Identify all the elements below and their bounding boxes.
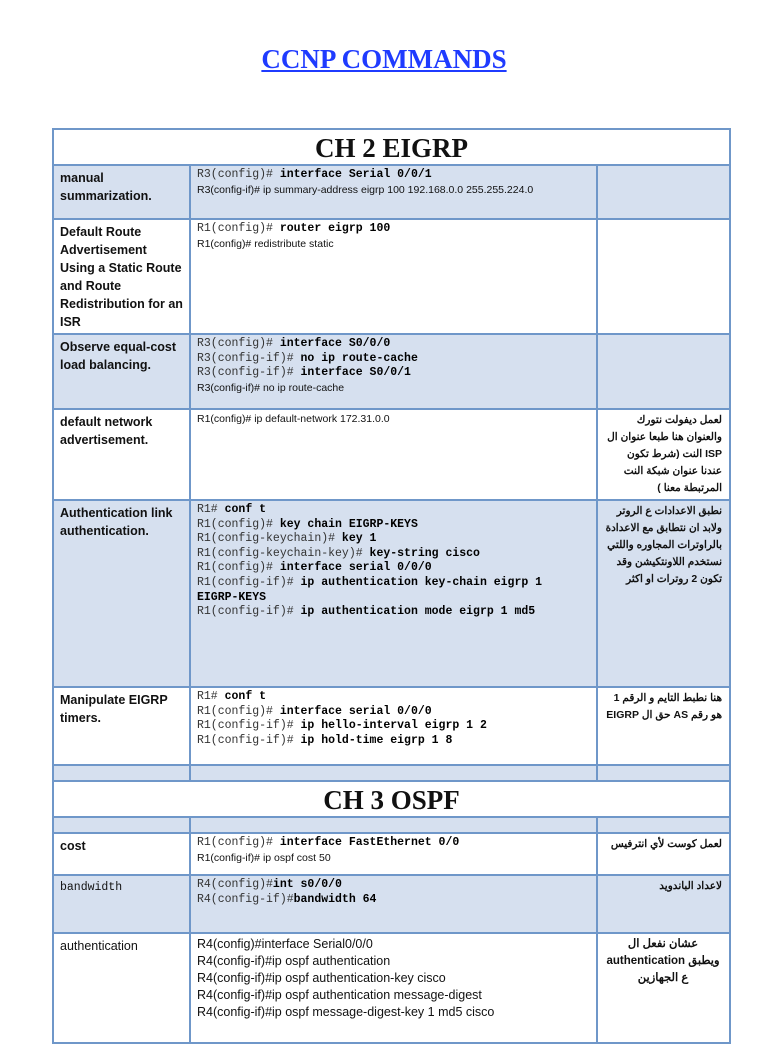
table-row (53, 219, 730, 334)
command-line (197, 337, 590, 352)
command-line (197, 366, 590, 381)
command-line (197, 412, 590, 427)
command-text: ip hold-time eigrp 1 8 (293, 733, 453, 747)
command-text: key chain EIGRP-KEYS (272, 517, 418, 531)
command-text: interface serial 0/0/0 (272, 704, 432, 718)
command-text: interface FastEthernet 0/0 (272, 836, 460, 849)
command-line (197, 518, 590, 533)
table-row (53, 833, 730, 875)
row-label: Observe equal-cost load balancing. (53, 334, 190, 409)
document-title: CCNP COMMANDS (261, 44, 507, 74)
command-text: interface S0/0/1 (293, 366, 411, 380)
command-prompt: R3(config-if)# (197, 351, 294, 365)
command-text: no ip route-cache (260, 381, 345, 394)
row-label: Default Route Advertisement Using a Static Route and Route Redistribution for an ISR (53, 219, 190, 334)
row-label: Authentication link authentication. (53, 500, 190, 687)
table-row (53, 933, 730, 1043)
command-line (197, 851, 590, 866)
command-prompt: R1# (197, 503, 218, 516)
command-prompt: R4(config-if)# (197, 971, 273, 985)
command-prompt: R1(config)# (197, 836, 273, 849)
command-text: int s0/0/0 (272, 878, 342, 891)
command-text: ip authentication key-chain eigrp 1 (293, 575, 543, 589)
command-line (197, 381, 590, 396)
command-prompt: R1(config-if)# (197, 575, 294, 589)
table-row (53, 687, 730, 765)
command-prompt: R1(config-keychain)# (197, 532, 336, 546)
command-prompt: R1(config)# (197, 222, 273, 235)
command-text: interface S0/0/0 (272, 337, 391, 350)
command-line (197, 591, 590, 606)
row-label: bandwidth (53, 875, 190, 933)
command-prompt: R3(config-if)# (197, 183, 261, 196)
command-cell (190, 875, 597, 933)
command-text: EIGRP-KEYS (197, 590, 267, 604)
command-prompt: R3(config-if)# (197, 366, 294, 380)
table-row (53, 409, 730, 500)
command-prompt: R1(config)# (197, 237, 252, 250)
table-row (53, 334, 730, 409)
command-text: ip ospf authentication-key cisco (272, 971, 446, 985)
command-text: key-string cisco (362, 546, 480, 560)
row-label: manual summarization. (53, 165, 190, 219)
command-prompt: R3(config-if)# (197, 381, 261, 394)
command-text: interface Serial 0/0/1 (272, 168, 432, 181)
command-line (197, 605, 590, 620)
command-cell (190, 334, 597, 409)
command-line (197, 719, 590, 734)
row-label: default network advertisement. (53, 409, 190, 500)
note-cell: لعمل ديفولت نتورك والعنوان هنا طبعا عنوان ال ISP النت (شرط تكون عندنا عنوان شبكة النت المرتبطة معنا ) (597, 409, 730, 500)
command-line (197, 168, 590, 183)
command-text: conf t (217, 503, 267, 516)
command-prompt: R4(config)# (197, 878, 273, 891)
command-prompt: R1(config-if)# (197, 719, 294, 733)
command-text: bandwidth 64 (293, 892, 377, 906)
command-line (197, 734, 590, 749)
command-line (197, 561, 590, 576)
command-line (197, 836, 590, 851)
note-cell (597, 165, 730, 219)
command-cell (190, 500, 597, 687)
note-cell (597, 219, 730, 334)
command-text: no ip route-cache (293, 351, 418, 365)
note-cell: لاعداد الباندويد (597, 875, 730, 933)
command-text: redistribute static (251, 237, 334, 250)
command-line (197, 576, 590, 591)
note-cell: لعمل كوست لأي انترفيس (597, 833, 730, 875)
command-line (197, 237, 590, 252)
spacer-row (53, 817, 730, 833)
command-prompt: R1# (197, 690, 218, 703)
command-text: ip authentication mode eigrp 1 md5 (293, 605, 536, 619)
command-prompt: R4(config-if)# (197, 988, 273, 1002)
command-prompt: R1(config-keychain-key)# (197, 546, 363, 560)
command-line (197, 503, 590, 518)
command-cell (190, 687, 597, 765)
command-line (197, 878, 590, 893)
command-text: interface Serial0/0/0 (261, 937, 373, 951)
table-row (53, 875, 730, 933)
command-text: ip default-network 172.31.0.0 (251, 413, 390, 425)
command-line (197, 183, 590, 198)
command-cell (190, 409, 597, 500)
row-label: authentication (53, 933, 190, 1043)
command-cell (190, 219, 597, 334)
section-heading-ospf: CH 3 OSPF (53, 781, 730, 817)
command-line (197, 936, 590, 953)
command-line (197, 352, 590, 367)
command-prompt: R1(config)# (197, 517, 273, 531)
note-cell: نطبق الاعدادات ع الروتر ولابد ان نتطابق مع الاعدادة بالراوترات المجاوره واللتي نستخدم اللاونتكيشن وقد تكون 2 روترات او اكثر (597, 500, 730, 687)
commands-table (52, 128, 731, 1044)
command-line (197, 953, 590, 970)
command-line (197, 893, 590, 908)
command-cell (190, 165, 597, 219)
command-text: ip ospf authentication message-digest (272, 988, 482, 1002)
command-text: ip ospf cost 50 (260, 851, 331, 864)
command-text: ip summary-address eigrp 100 192.168.0.0 255.255.224.0 (260, 183, 534, 196)
command-text: key 1 (335, 532, 377, 546)
command-line (197, 1004, 590, 1021)
command-prompt: R4(config-if)# (197, 1005, 273, 1019)
command-prompt: R1(config)# (197, 413, 252, 425)
command-cell (190, 933, 597, 1043)
command-prompt: R1(config)# (197, 704, 273, 718)
table-row (53, 500, 730, 687)
command-cell (190, 833, 597, 875)
command-line (197, 222, 590, 237)
command-line (197, 547, 590, 562)
row-label: cost (53, 833, 190, 875)
table-row (53, 165, 730, 219)
command-prompt: R4(config-if)# (197, 892, 294, 906)
note-cell: عشان نفعل ال authentication ويطبق ع الجهازين (597, 933, 730, 1043)
section-heading-eigrp: CH 2 EIGRP (53, 129, 730, 165)
command-prompt: R1(config-if)# (197, 733, 294, 747)
command-prompt: R1(config)# (197, 561, 273, 575)
command-prompt: R1(config-if)# (197, 851, 261, 864)
note-cell: هنا نطبط التايم و الرقم 1 هو رقم AS حق ال EIGRP (597, 687, 730, 765)
note-cell (597, 334, 730, 409)
command-text: ip ospf authentication (272, 954, 391, 968)
command-prompt: R3(config)# (197, 337, 273, 350)
command-line (197, 987, 590, 1004)
command-line (197, 705, 590, 720)
command-line (197, 970, 590, 987)
command-text: ip ospf message-digest-key 1 md5 cisco (272, 1005, 495, 1019)
command-line (197, 532, 590, 547)
command-text: router eigrp 100 (272, 222, 391, 235)
command-text: interface serial 0/0/0 (272, 561, 432, 575)
command-prompt: R4(config)# (197, 937, 262, 951)
command-prompt: R1(config-if)# (197, 605, 294, 619)
command-prompt: R4(config-if)# (197, 954, 273, 968)
command-text: ip hello-interval eigrp 1 2 (293, 719, 487, 733)
command-text: conf t (217, 690, 267, 703)
row-label: Manipulate EIGRP timers. (53, 687, 190, 765)
spacer-row (53, 765, 730, 781)
command-prompt: R3(config)# (197, 168, 273, 181)
command-line (197, 690, 590, 705)
